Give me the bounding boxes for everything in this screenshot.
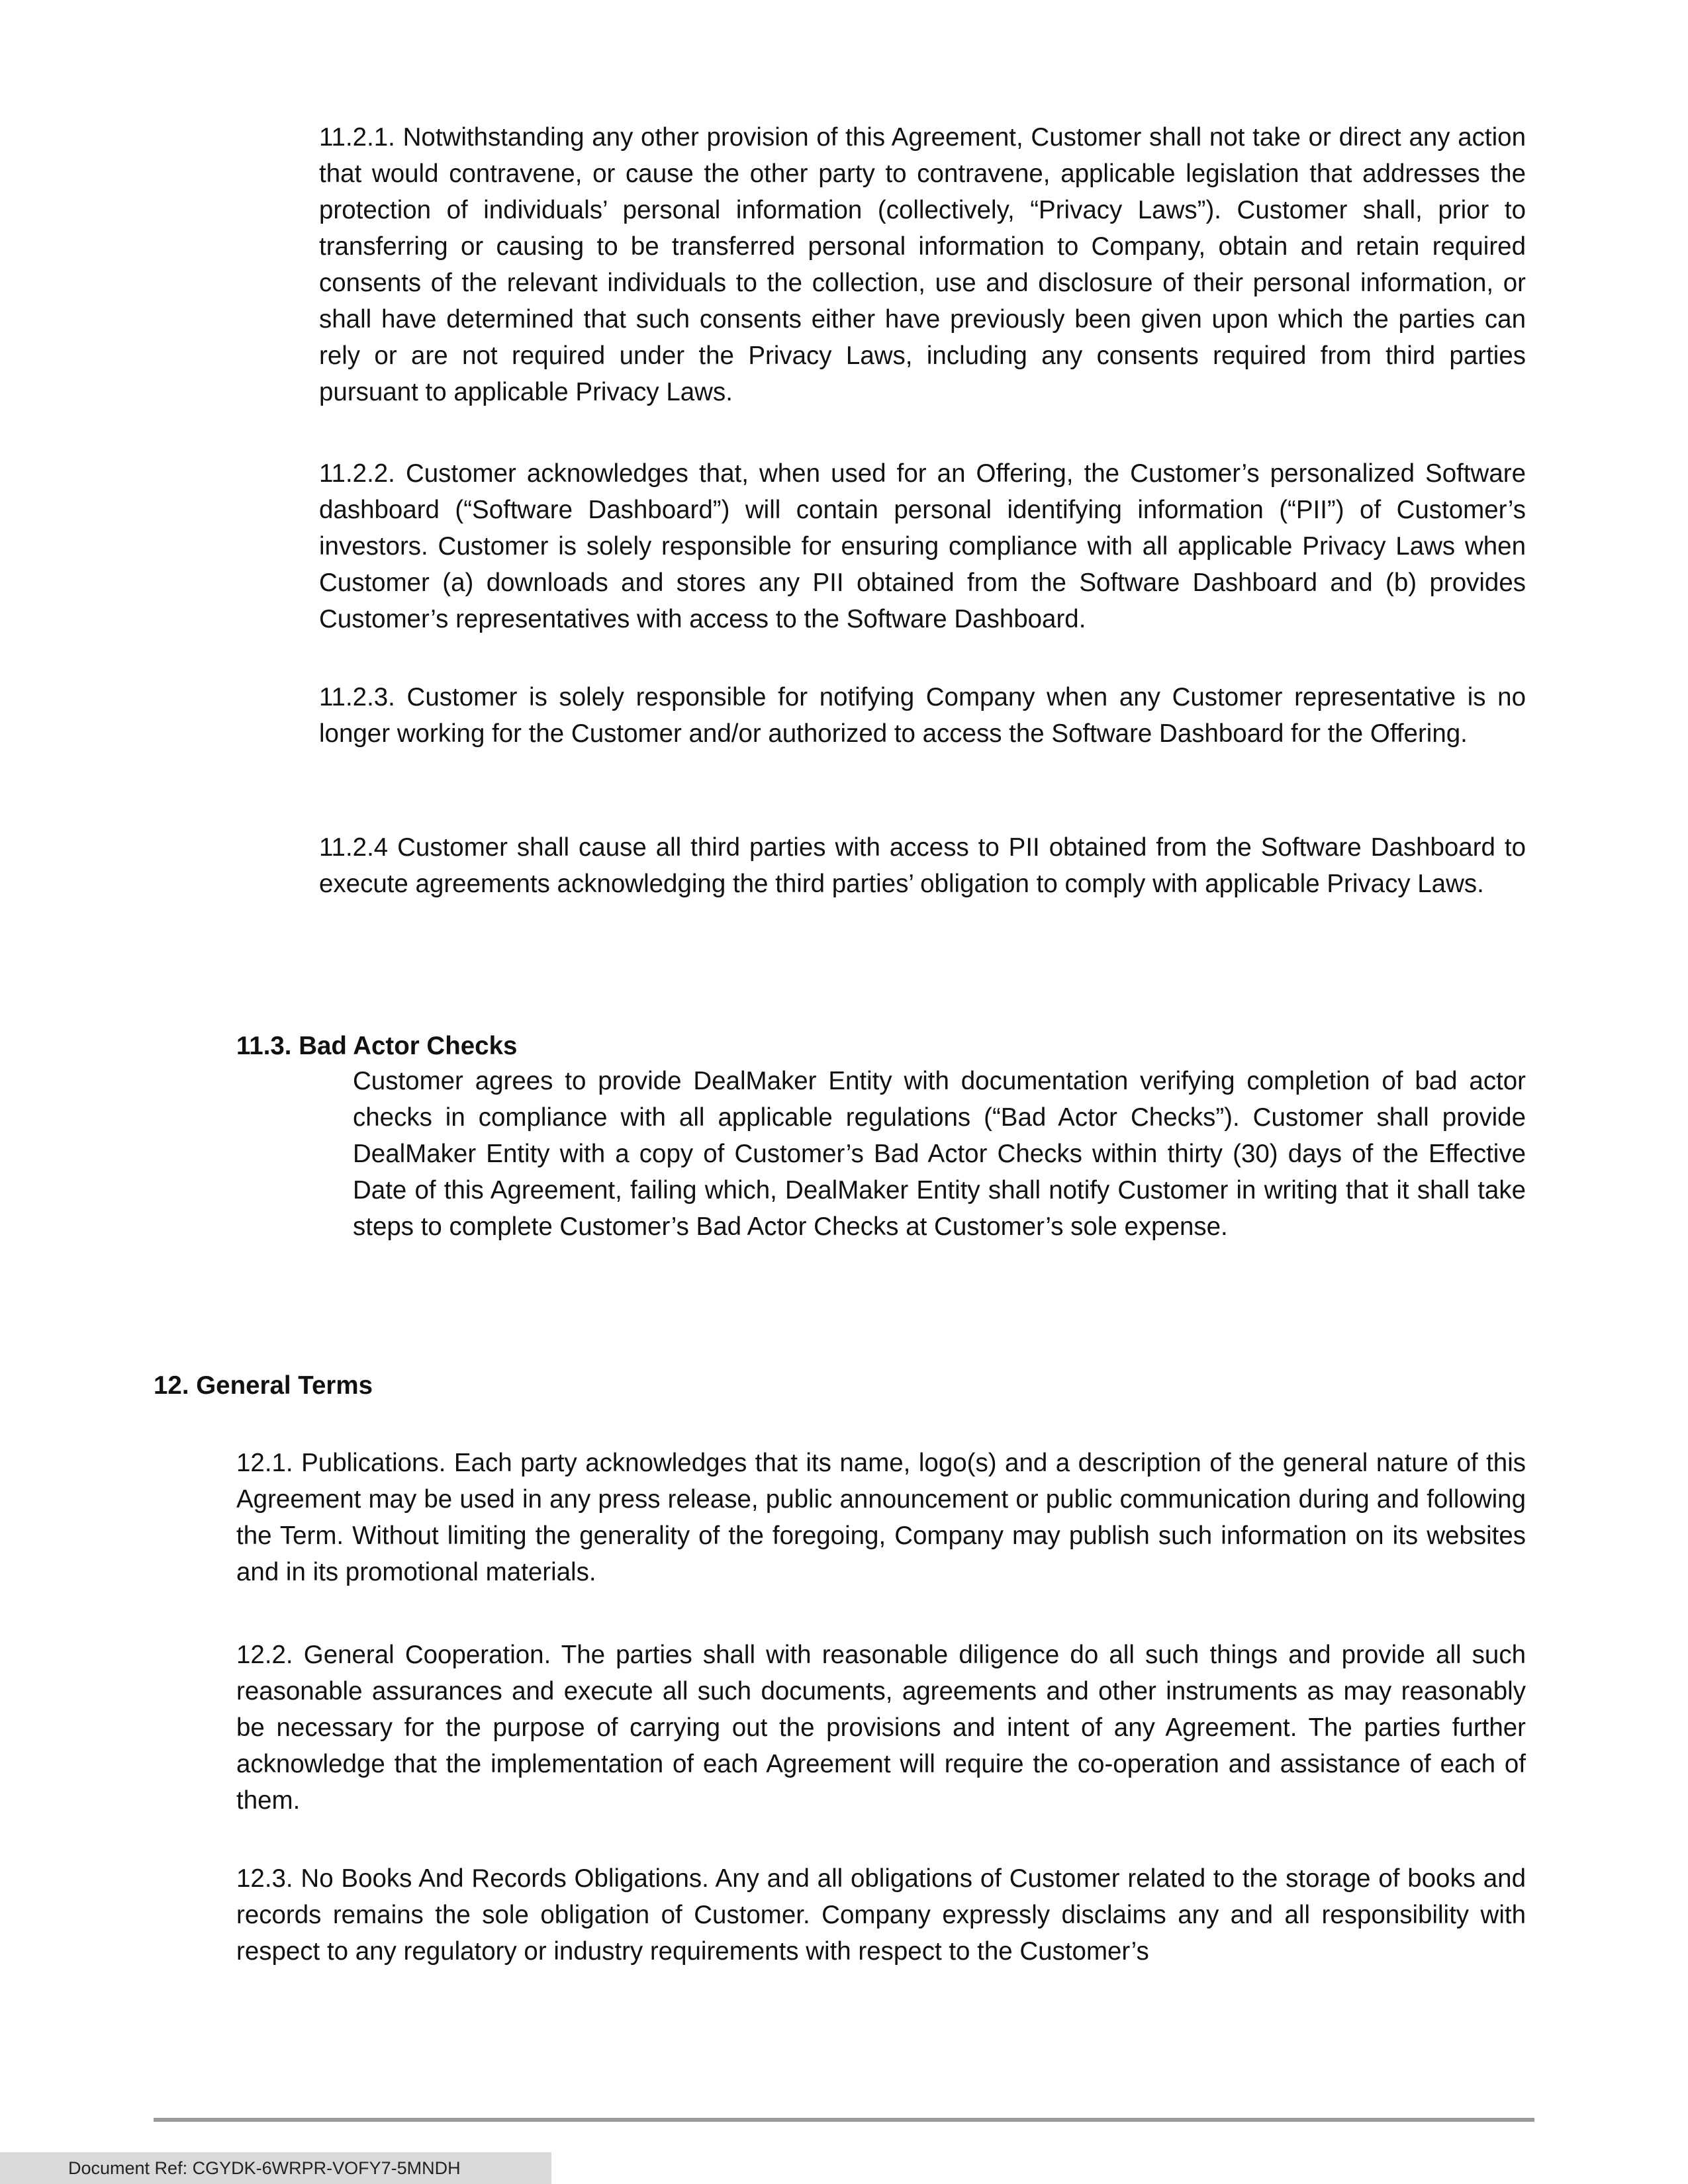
document-reference: Document Ref: CGYDK-6WRPR-VOFY7-5MNDH	[0, 2152, 551, 2184]
heading-12: 12. General Terms	[154, 1371, 373, 1400]
clause-12-2: 12.2. General Cooperation. The parties shall with reasonable diligence do all such things and provide all such reasonable assurances and execute all such documents, agreements and other instruments as may reasonably be necessary for the purpose of carrying out the provisions and intent of any Agreement. The parties further acknowledge that the implementation of each Agreement will require the co-operation and assistance of each of them.	[236, 1641, 1526, 1815]
heading-11-3: 11.3. Bad Actor Checks	[236, 1032, 518, 1060]
clause-11-3: Customer agrees to provide DealMaker Entity with documentation verifying completion of bad actor checks in compliance with all applicable regulations (“Bad Actor Checks”). Customer shall provide DealMaker Entity with a copy of Customer’s Bad Actor Checks within thirty (30) days of the Effective Date of this Agreement, failing which, DealMaker Entity shall notify Customer in writing that it shall take steps to complete Customer’s Bad Actor Checks at Customer’s sole expense.	[353, 1067, 1526, 1241]
clause-11-2-3: 11.2.3. Customer is solely responsible for notifying Company when any Customer representative is no longer working for the Customer and/or authorized to access the Software Dashboard for the Offering.	[319, 683, 1526, 748]
clause-12-1: 12.1. Publications. Each party acknowledges that its name, logo(s) and a description of the general nature of this Agreement may be used in any press release, public announcement or public communication during and following the Term. Without limiting the generality of the foregoing, Company may publish such information on its websites and in its promotional materials.	[236, 1449, 1526, 1586]
clause-11-2-4: 11.2.4 Customer shall cause all third parties with access to PII obtained from the Software Dashboard to execute agreements acknowledging the third parties’ obligation to comply with applicable Privacy Laws.	[319, 833, 1526, 898]
footer-divider	[154, 2118, 1534, 2122]
clause-12-3: 12.3. No Books And Records Obligations. Any and all obligations of Customer related to the storage of books and records remains the sole obligation of Customer. Company expressly disclaims any and all responsibility with respect to any regulatory or industry requirements with respect to the Customer’s	[236, 1864, 1526, 1966]
clause-11-2-2: 11.2.2. Customer acknowledges that, when used for an Offering, the Customer’s personalized Software dashboard (“Software Dashboard”) will contain personal identifying information (“PII”) of Customer’s investors. Customer is solely responsible for ensuring compliance with all applicable Privacy Laws when Customer (a) downloads and stores any PII obtained from the Software Dashboard and (b) provides Customer’s representatives with access to the Software Dashboard.	[319, 459, 1526, 633]
clause-11-2-1: 11.2.1. Notwithstanding any other provision of this Agreement, Customer shall not take or direct any action that would contravene, or cause the other party to contravene, applicable legislation that addresses the protection of individuals’ personal information (collectively, “Privacy Laws”). Customer shall, prior to transferring or causing to be transferred personal information to Company, obtain and retain required consents of the relevant individuals to the collection, use and disclosure of their personal information, or shall have determined that such consents either have previously been given upon which the parties can rely or are not required under the Privacy Laws, including any consents required from third parties pursuant to applicable Privacy Laws.	[319, 123, 1526, 406]
